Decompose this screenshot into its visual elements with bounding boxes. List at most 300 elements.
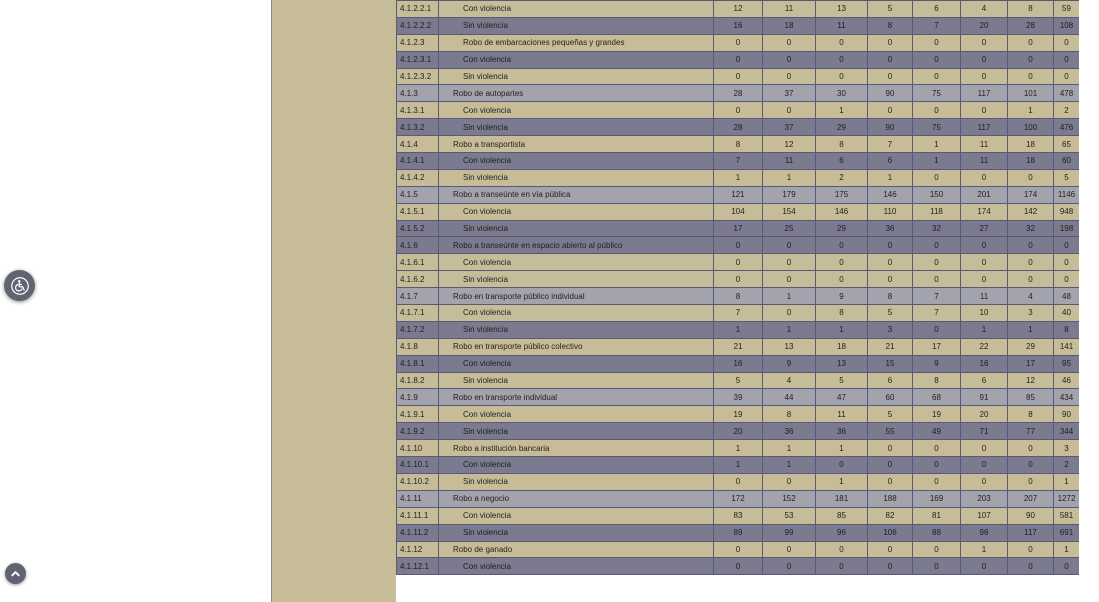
table-row: [397, 541, 1080, 558]
row-value-cell: 0: [913, 169, 961, 186]
table-row: [397, 288, 1080, 305]
chevron-up-icon: [10, 568, 21, 579]
row-value-cell: 5: [868, 406, 913, 423]
row-name-cell: Sin violencia: [439, 220, 714, 237]
row-value-cell: 1: [816, 321, 868, 338]
row-value-cell: 22: [961, 338, 1008, 355]
table-row: [397, 423, 1080, 440]
row-value-cell: 0: [868, 271, 913, 288]
row-value-cell: 0: [913, 51, 961, 68]
row-value-cell: 0: [714, 541, 763, 558]
table-row: [397, 51, 1080, 68]
row-value-cell: 0: [763, 102, 816, 119]
row-value-cell: 75: [913, 85, 961, 102]
row-total-cell: 95: [1054, 355, 1080, 372]
row-value-cell: 32: [913, 220, 961, 237]
row-value-cell: 16: [714, 17, 763, 34]
row-value-cell: 17: [913, 338, 961, 355]
row-value-cell: 6: [961, 372, 1008, 389]
side-column-band: [271, 0, 396, 602]
row-value-cell: 8: [714, 288, 763, 305]
row-value-cell: 55: [868, 423, 913, 440]
row-value-cell: 142: [1008, 203, 1054, 220]
row-value-cell: 39: [714, 389, 763, 406]
row-value-cell: 18: [816, 338, 868, 355]
row-total-cell: 0: [1054, 34, 1080, 51]
row-value-cell: 0: [1008, 169, 1054, 186]
table-row: [397, 34, 1080, 51]
row-name-cell: Sin violencia: [439, 68, 714, 85]
row-value-cell: 44: [763, 389, 816, 406]
table-row: [397, 1, 1080, 18]
row-value-cell: 20: [714, 423, 763, 440]
row-value-cell: 71: [961, 423, 1008, 440]
row-code-cell: 4.1.2.3.2: [397, 68, 439, 85]
row-value-cell: 0: [961, 237, 1008, 254]
row-value-cell: 28: [714, 119, 763, 136]
row-name-cell: Con violencia: [439, 355, 714, 372]
row-name-cell: Con violencia: [439, 305, 714, 322]
row-value-cell: 0: [868, 68, 913, 85]
row-value-cell: 0: [1008, 51, 1054, 68]
row-value-cell: 172: [714, 490, 763, 507]
row-value-cell: 7: [714, 153, 763, 170]
row-value-cell: 101: [1008, 85, 1054, 102]
row-value-cell: 0: [816, 34, 868, 51]
row-value-cell: 0: [816, 558, 868, 575]
table-row: [397, 490, 1080, 507]
row-value-cell: 25: [763, 220, 816, 237]
row-value-cell: 152: [763, 490, 816, 507]
row-value-cell: 0: [961, 473, 1008, 490]
table-row: [397, 220, 1080, 237]
row-value-cell: 0: [1008, 541, 1054, 558]
row-value-cell: 21: [714, 338, 763, 355]
row-value-cell: 11: [961, 288, 1008, 305]
row-value-cell: 37: [763, 119, 816, 136]
row-value-cell: 1: [913, 136, 961, 153]
wheelchair-icon: [11, 277, 29, 295]
row-value-cell: 10: [961, 305, 1008, 322]
row-value-cell: 49: [913, 423, 961, 440]
row-value-cell: 47: [816, 389, 868, 406]
row-name-cell: Con violencia: [439, 1, 714, 18]
row-value-cell: 0: [913, 440, 961, 457]
row-value-cell: 8: [816, 305, 868, 322]
row-value-cell: 99: [763, 524, 816, 541]
row-code-cell: 4.1.5.2: [397, 220, 439, 237]
row-value-cell: 110: [868, 203, 913, 220]
row-value-cell: 1: [1008, 321, 1054, 338]
row-value-cell: 0: [816, 68, 868, 85]
row-name-cell: Sin violencia: [439, 473, 714, 490]
page-left-margin: [0, 0, 271, 602]
row-value-cell: 117: [1008, 524, 1054, 541]
row-value-cell: 13: [816, 355, 868, 372]
row-value-cell: 3: [868, 321, 913, 338]
row-code-cell: 4.1.7.1: [397, 305, 439, 322]
row-name-cell: Robo a transportista: [439, 136, 714, 153]
row-value-cell: 0: [961, 254, 1008, 271]
table-row: [397, 254, 1080, 271]
row-value-cell: 89: [714, 524, 763, 541]
row-value-cell: 0: [868, 237, 913, 254]
row-value-cell: 117: [961, 119, 1008, 136]
table-row: [397, 355, 1080, 372]
table-row: [397, 136, 1080, 153]
row-value-cell: 1: [714, 169, 763, 186]
row-value-cell: 96: [961, 524, 1008, 541]
row-value-cell: 0: [913, 321, 961, 338]
row-value-cell: 0: [1008, 440, 1054, 457]
row-total-cell: 478: [1054, 85, 1080, 102]
row-value-cell: 0: [961, 169, 1008, 186]
row-name-cell: Sin violencia: [439, 524, 714, 541]
row-code-cell: 4.1.2.3: [397, 34, 439, 51]
row-value-cell: 0: [913, 68, 961, 85]
row-value-cell: 179: [763, 186, 816, 203]
table-row: [397, 17, 1080, 34]
row-value-cell: 85: [1008, 389, 1054, 406]
row-value-cell: 0: [714, 102, 763, 119]
row-value-cell: 0: [1008, 271, 1054, 288]
row-total-cell: 1146: [1054, 186, 1080, 203]
row-total-cell: 60: [1054, 153, 1080, 170]
row-value-cell: 0: [868, 457, 913, 474]
row-value-cell: 0: [1008, 254, 1054, 271]
row-value-cell: 18: [763, 17, 816, 34]
row-value-cell: 4: [1008, 288, 1054, 305]
row-value-cell: 36: [816, 423, 868, 440]
row-value-cell: 20: [961, 17, 1008, 34]
row-value-cell: 36: [868, 220, 913, 237]
row-code-cell: 4.1.6.1: [397, 254, 439, 271]
row-name-cell: Robo a transeúnte en espacio abierto al público: [439, 237, 714, 254]
row-total-cell: 141: [1054, 338, 1080, 355]
row-code-cell: 4.1.5: [397, 186, 439, 203]
row-value-cell: 121: [714, 186, 763, 203]
row-value-cell: 0: [913, 271, 961, 288]
table-row: [397, 119, 1080, 136]
row-name-cell: Sin violencia: [439, 321, 714, 338]
table-row: [397, 338, 1080, 355]
row-total-cell: 2: [1054, 102, 1080, 119]
row-value-cell: 3: [1008, 305, 1054, 322]
row-code-cell: 4.1.2.2.1: [397, 1, 439, 18]
row-value-cell: 0: [913, 102, 961, 119]
accessibility-button[interactable]: [4, 270, 35, 301]
row-value-cell: 8: [1008, 406, 1054, 423]
row-code-cell: 4.1.2.3.1: [397, 51, 439, 68]
row-total-cell: 0: [1054, 271, 1080, 288]
table-row: [397, 440, 1080, 457]
row-value-cell: 29: [816, 220, 868, 237]
row-value-cell: 8: [816, 136, 868, 153]
row-name-cell: Robo en transporte público individual: [439, 288, 714, 305]
row-code-cell: 4.1.9.1: [397, 406, 439, 423]
row-value-cell: 8: [1008, 1, 1054, 18]
row-value-cell: 118: [913, 203, 961, 220]
row-total-cell: 48: [1054, 288, 1080, 305]
row-code-cell: 4.1.3: [397, 85, 439, 102]
row-value-cell: 9: [816, 288, 868, 305]
row-code-cell: 4.1.9: [397, 389, 439, 406]
row-value-cell: 1: [714, 440, 763, 457]
row-name-cell: Con violencia: [439, 203, 714, 220]
row-value-cell: 53: [763, 507, 816, 524]
row-value-cell: 7: [913, 288, 961, 305]
row-value-cell: 0: [868, 440, 913, 457]
table-body: [397, 1, 1080, 575]
row-value-cell: 1: [763, 288, 816, 305]
row-value-cell: 1: [714, 321, 763, 338]
row-value-cell: 17: [714, 220, 763, 237]
row-value-cell: 0: [1008, 237, 1054, 254]
row-value-cell: 28: [714, 85, 763, 102]
row-total-cell: 0: [1054, 558, 1080, 575]
row-value-cell: 0: [763, 271, 816, 288]
row-name-cell: Con violencia: [439, 406, 714, 423]
row-value-cell: 28: [1008, 17, 1054, 34]
row-total-cell: 691: [1054, 524, 1080, 541]
row-name-cell: Robo a transeúnte en vía pública: [439, 186, 714, 203]
row-code-cell: 4.1.12.1: [397, 558, 439, 575]
row-code-cell: 4.1.5.1: [397, 203, 439, 220]
row-value-cell: 91: [961, 389, 1008, 406]
row-total-cell: 108: [1054, 17, 1080, 34]
row-value-cell: 150: [913, 186, 961, 203]
row-value-cell: 174: [961, 203, 1008, 220]
row-value-cell: 9: [913, 355, 961, 372]
row-value-cell: 0: [913, 237, 961, 254]
row-total-cell: 59: [1054, 1, 1080, 18]
row-code-cell: 4.1.8.2: [397, 372, 439, 389]
row-code-cell: 4.1.12: [397, 541, 439, 558]
row-total-cell: 198: [1054, 220, 1080, 237]
row-value-cell: 19: [913, 406, 961, 423]
table-row: [397, 457, 1080, 474]
row-value-cell: 5: [816, 372, 868, 389]
row-value-cell: 11: [763, 1, 816, 18]
row-code-cell: 4.1.4.1: [397, 153, 439, 170]
row-value-cell: 11: [763, 153, 816, 170]
row-code-cell: 4.1.7: [397, 288, 439, 305]
row-total-cell: 40: [1054, 305, 1080, 322]
row-value-cell: 29: [1008, 338, 1054, 355]
table-row: [397, 507, 1080, 524]
row-code-cell: 4.1.2.2.2: [397, 17, 439, 34]
row-name-cell: Robo en transporte público colectivo: [439, 338, 714, 355]
row-value-cell: 169: [913, 490, 961, 507]
row-value-cell: 6: [868, 153, 913, 170]
row-name-cell: Con violencia: [439, 51, 714, 68]
row-value-cell: 0: [913, 558, 961, 575]
table-row: [397, 558, 1080, 575]
row-value-cell: 8: [868, 17, 913, 34]
row-value-cell: 20: [961, 406, 1008, 423]
row-value-cell: 1: [816, 440, 868, 457]
row-total-cell: 5: [1054, 169, 1080, 186]
row-value-cell: 90: [868, 85, 913, 102]
row-value-cell: 11: [961, 153, 1008, 170]
row-name-cell: Con violencia: [439, 102, 714, 119]
row-code-cell: 4.1.9.2: [397, 423, 439, 440]
row-value-cell: 0: [763, 541, 816, 558]
row-code-cell: 4.1.11.2: [397, 524, 439, 541]
row-value-cell: 117: [961, 85, 1008, 102]
row-total-cell: 344: [1054, 423, 1080, 440]
row-value-cell: 0: [1008, 68, 1054, 85]
row-name-cell: Con violencia: [439, 457, 714, 474]
row-value-cell: 0: [763, 254, 816, 271]
row-name-cell: Robo a negocio: [439, 490, 714, 507]
row-value-cell: 0: [816, 457, 868, 474]
row-value-cell: 0: [961, 457, 1008, 474]
row-value-cell: 0: [714, 34, 763, 51]
row-value-cell: 0: [913, 457, 961, 474]
row-value-cell: 5: [868, 305, 913, 322]
row-value-cell: 0: [714, 51, 763, 68]
table-row: [397, 473, 1080, 490]
row-code-cell: 4.1.6.2: [397, 271, 439, 288]
row-value-cell: 15: [868, 355, 913, 372]
row-value-cell: 203: [961, 490, 1008, 507]
row-value-cell: 81: [913, 507, 961, 524]
row-total-cell: 0: [1054, 237, 1080, 254]
row-name-cell: Sin violencia: [439, 169, 714, 186]
row-value-cell: 146: [868, 186, 913, 203]
row-code-cell: 4.1.10.1: [397, 457, 439, 474]
row-value-cell: 0: [913, 541, 961, 558]
row-code-cell: 4.1.11: [397, 490, 439, 507]
row-code-cell: 4.1.7.2: [397, 321, 439, 338]
table-row: [397, 406, 1080, 423]
table-row: [397, 321, 1080, 338]
row-value-cell: 8: [913, 372, 961, 389]
row-value-cell: 0: [1008, 457, 1054, 474]
row-total-cell: 8: [1054, 321, 1080, 338]
row-value-cell: 1: [1008, 102, 1054, 119]
row-value-cell: 0: [763, 558, 816, 575]
row-value-cell: 11: [816, 406, 868, 423]
row-value-cell: 1: [714, 457, 763, 474]
row-value-cell: 1: [763, 440, 816, 457]
row-value-cell: 6: [868, 372, 913, 389]
row-code-cell: 4.1.8.1: [397, 355, 439, 372]
row-value-cell: 12: [1008, 372, 1054, 389]
row-value-cell: 12: [763, 136, 816, 153]
table-row: [397, 68, 1080, 85]
row-value-cell: 83: [714, 507, 763, 524]
row-value-cell: 174: [1008, 186, 1054, 203]
page-right-margin: [1079, 0, 1099, 602]
row-value-cell: 0: [961, 440, 1008, 457]
row-value-cell: 16: [714, 355, 763, 372]
row-value-cell: 1: [763, 457, 816, 474]
row-value-cell: 106: [868, 524, 913, 541]
row-value-cell: 154: [763, 203, 816, 220]
row-value-cell: 0: [1008, 34, 1054, 51]
row-value-cell: 27: [961, 220, 1008, 237]
row-value-cell: 4: [961, 1, 1008, 18]
row-code-cell: 4.1.8: [397, 338, 439, 355]
row-value-cell: 175: [816, 186, 868, 203]
table-row: [397, 186, 1080, 203]
row-value-cell: 207: [1008, 490, 1054, 507]
table-row: [397, 524, 1080, 541]
row-value-cell: 0: [816, 237, 868, 254]
row-value-cell: 0: [816, 541, 868, 558]
row-value-cell: 0: [913, 473, 961, 490]
table-row: [397, 237, 1080, 254]
row-value-cell: 6: [913, 1, 961, 18]
row-value-cell: 0: [868, 51, 913, 68]
row-value-cell: 12: [714, 1, 763, 18]
row-value-cell: 0: [763, 237, 816, 254]
row-value-cell: 6: [816, 153, 868, 170]
row-value-cell: 0: [763, 305, 816, 322]
row-value-cell: 0: [961, 102, 1008, 119]
row-value-cell: 0: [763, 473, 816, 490]
row-value-cell: 1: [961, 541, 1008, 558]
row-value-cell: 104: [714, 203, 763, 220]
table-row: [397, 389, 1080, 406]
row-value-cell: 0: [868, 34, 913, 51]
row-name-cell: Robo a institución bancaria: [439, 440, 714, 457]
row-value-cell: 146: [816, 203, 868, 220]
row-value-cell: 107: [961, 507, 1008, 524]
row-code-cell: 4.1.10.2: [397, 473, 439, 490]
table-row: [397, 169, 1080, 186]
row-value-cell: 17: [1008, 355, 1054, 372]
row-value-cell: 77: [1008, 423, 1054, 440]
back-to-top-button[interactable]: [5, 563, 26, 584]
table-row: [397, 203, 1080, 220]
row-code-cell: 4.1.6: [397, 237, 439, 254]
row-value-cell: 1: [816, 473, 868, 490]
row-value-cell: 0: [816, 271, 868, 288]
row-name-cell: Con violencia: [439, 153, 714, 170]
row-value-cell: 19: [714, 406, 763, 423]
row-total-cell: 476: [1054, 119, 1080, 136]
table-row: [397, 153, 1080, 170]
row-name-cell: Con violencia: [439, 254, 714, 271]
row-value-cell: 68: [913, 389, 961, 406]
row-name-cell: Robo de autopartes: [439, 85, 714, 102]
row-total-cell: 3: [1054, 440, 1080, 457]
row-total-cell: 0: [1054, 254, 1080, 271]
row-value-cell: 0: [714, 254, 763, 271]
row-value-cell: 1: [913, 153, 961, 170]
row-value-cell: 0: [868, 541, 913, 558]
table-row: [397, 271, 1080, 288]
row-value-cell: 0: [763, 34, 816, 51]
row-value-cell: 0: [1008, 473, 1054, 490]
row-value-cell: 7: [868, 136, 913, 153]
row-value-cell: 32: [1008, 220, 1054, 237]
row-value-cell: 4: [763, 372, 816, 389]
row-value-cell: 11: [816, 17, 868, 34]
row-value-cell: 16: [961, 355, 1008, 372]
row-total-cell: 46: [1054, 372, 1080, 389]
row-value-cell: 75: [913, 119, 961, 136]
row-value-cell: 0: [816, 254, 868, 271]
row-value-cell: 0: [868, 558, 913, 575]
row-value-cell: 8: [714, 136, 763, 153]
row-total-cell: 1: [1054, 541, 1080, 558]
row-value-cell: 0: [763, 51, 816, 68]
row-value-cell: 0: [714, 558, 763, 575]
